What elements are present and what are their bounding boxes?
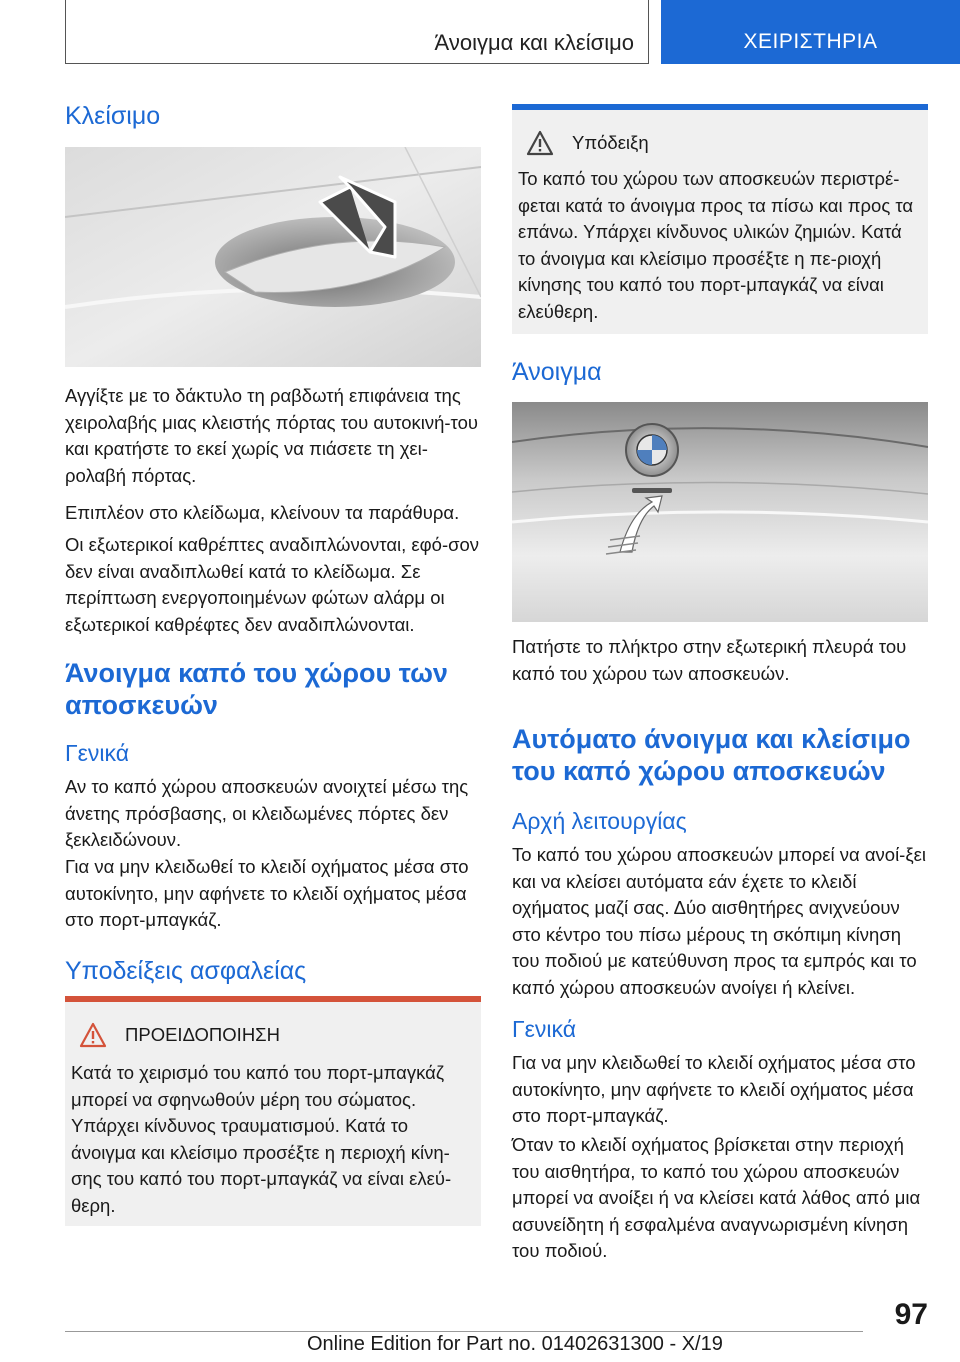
footer-divider (65, 1331, 863, 1332)
running-header (65, 0, 649, 64)
general-right-paragraph-1: Για να μην κλειδωθεί το κλειδί οχήματος μέσα στο αυτοκίνητο, μην αφήνετε το κλειδί οχήματος μέσα στο πορτ-μπαγκάζ. (512, 1052, 916, 1126)
page-number: 97 (894, 1298, 928, 1331)
heading-auto-open-line1: Αυτόματο άνοιγμα και κλείσιμο (512, 724, 911, 754)
warning-box (65, 996, 481, 1226)
chapter-label: ΧΕΙΡΙΣΤΗΡΙΑ (743, 30, 878, 53)
heading-closing: Κλείσιμο (65, 102, 161, 130)
principle-paragraph: Το καπό του χώρου αποσκευών μπορεί να ανοί-ξει και να κλείσει αυτόματα εάν έχετε το κλειδί οχήματος μαζί σας. Δύο αισθητήρες ανιχνεύουν στο κέντρο του πίσω μέρους τη σκόπιμη κίνηση του ποδιού με κατεύθυνση προς τα εμπρός και το καπό χώρου αποσκευών ανοίγει ή κλείνει. (512, 844, 926, 998)
general-paragraph-2: Για να μην κλειδωθεί το κλειδί οχήματος μέσα στο αυτοκίνητο, μην αφήνετε το κλειδί οχήματος μέσα στο πορτ-μπαγκάζ. (65, 856, 469, 930)
warning-triangle-icon (79, 1022, 107, 1048)
caution-triangle-icon (526, 130, 554, 156)
general-paragraph-1: Αν το καπό χώρου αποσκευών ανοιχτεί μέσω της άνετης πρόσβασης, οι κλειδωμένες πόρτες δεν ξεκλειδώνουν. (65, 776, 469, 850)
note-header (526, 130, 649, 156)
footer-edition: Online Edition for Part no. 01402631300 - X/19 (307, 1333, 723, 1355)
opening-paragraph-1: Πατήστε το πλήκτρο στην εξωτερική πλευρά του καπό του χώρου των αποσκευών. (512, 636, 907, 684)
closing-paragraph-3: Οι εξωτερικοί καθρέπτες αναδιπλώνονται, εφό-σον δεν είναι αναδιπλωθεί κατά το κλείδωμα. Σε περίπτωση ενεργοποιημένων φώτων αλάρμ οι εξωτερικοί καθρέφτες δεν αναδιπλώνονται. (65, 534, 480, 635)
note-box (512, 104, 928, 334)
warning-header (79, 1022, 280, 1048)
trunk-button-photo (512, 402, 928, 622)
warning-text: Κατά το χειρισμό του καπό του πορτ-μπαγκάζ μπορεί να σφηνωθούν μέρη του σώματος. Υπάρχει κίνδυνος τραυματισμού. Κατά το άνοιγμα και κλείσιμο προσέξτε η περιοχή κίνη-σης του καπό του πορτ-μπαγκάζ να είναι ελεύ-θερη. (71, 1062, 452, 1216)
chapter-tab (661, 0, 960, 64)
warning-label: ΠΡΟΕΙΔΟΠΟΙΗΣΗ (125, 1024, 280, 1045)
note-text: Το καπό του χώρου των αποσκευών περιστρέ-φεται κατά το άνοιγμα προς τα πίσω και προς τα επάνω. Υπάρχει κίνδυνος υλικών ζημιών. Κατά το άνοιγμα και κλείσιμο προσέξτε η πε-ριοχή κίνησης του καπό του πορτ-μπαγκάζ να είναι ελεύθερη. (518, 168, 914, 322)
heading-safety: Υποδείξεις ασφαλείας (65, 957, 307, 985)
section-title: Άνοιγμα και κλείσιμο (434, 30, 634, 55)
closing-paragraph-2: Επιπλέον στο κλείδωμα, κλείνουν τα παράθυρα. (65, 502, 460, 523)
note-label: Υπόδειξη (572, 132, 649, 153)
heading-general-right: Γενικά (512, 1016, 577, 1042)
heading-opening: Άνοιγμα (512, 358, 602, 386)
door-handle-photo (65, 147, 481, 367)
heading-trunk-opening-line2: αποσκευών (65, 690, 218, 720)
heading-trunk-opening-line1: Άνοιγμα καπό του χώρου των (65, 658, 448, 688)
heading-general: Γενικά (65, 740, 130, 766)
closing-paragraph-1: Αγγίξτε με το δάκτυλο τη ραβδωτή επιφάνεια της χειρολαβής μιας κλειστής πόρτας του αυτοκινή-του και κρατήστε το εκεί χωρίς να πιάσετε τη χει-ρολαβή πόρτας. (65, 385, 478, 486)
heading-principle: Αρχή λειτουργίας (512, 808, 687, 834)
heading-auto-open-line2: του καπό χώρου αποσκευών (512, 756, 886, 786)
general-right-paragraph-2: Όταν το κλειδί οχήματος βρίσκεται στην περιοχή του αισθητήρα, το καπό του χώρου αποσκευών μπορεί να ανοίξει ή να κλείσει κατά λάθος από μια ασυνείδητη ή εσφαλμένα αναγνωρισμένη κίνηση του ποδιού. (512, 1134, 921, 1261)
